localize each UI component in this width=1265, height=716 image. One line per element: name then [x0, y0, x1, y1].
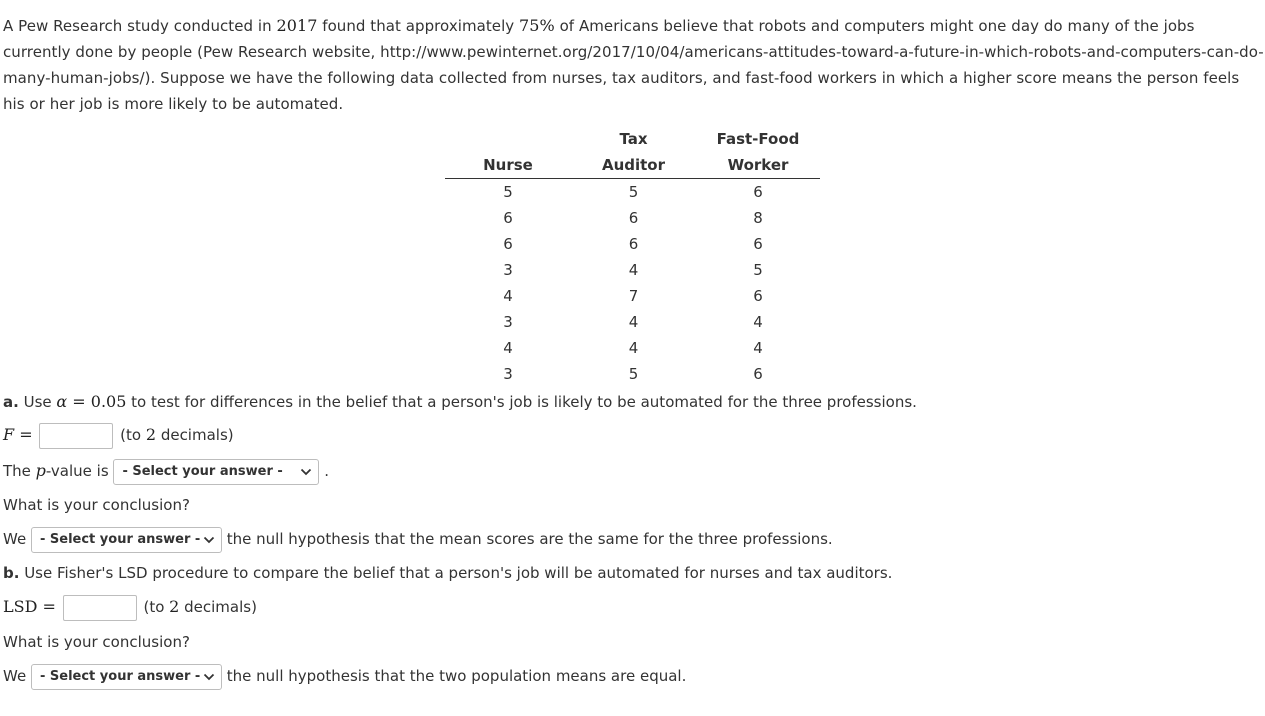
header-auditor: Auditor [571, 152, 696, 179]
table-row [445, 283, 820, 309]
f-label: F [3, 425, 15, 444]
conclusion-select-a[interactable] [31, 527, 222, 553]
table-row [445, 205, 820, 231]
table-row [445, 231, 820, 257]
intro-text-1: A Pew Research study conducted in [3, 17, 277, 35]
p-value-post: -value is [45, 462, 109, 480]
p-value-select-label: - Select your answer - [122, 463, 283, 479]
table-cell: 6 [753, 365, 763, 383]
table-cell: 6 [753, 183, 763, 201]
header-nurse: Nurse [445, 152, 571, 179]
part-a-text-1: Use [18, 393, 57, 411]
chevron-down-icon [203, 528, 215, 552]
part-a-text-2: to test for differences in the belief that a person's job is likely to be automated for the three professions. [126, 393, 917, 411]
part-a-question [3, 389, 917, 415]
table-body [445, 179, 820, 388]
table-cell: 6 [753, 235, 763, 253]
table-cell: 4 [753, 339, 763, 357]
intro-percent: 75% [519, 16, 555, 35]
table-row [445, 335, 820, 361]
table-cell: 3 [503, 365, 513, 383]
f-equals: = [14, 425, 33, 444]
conclusion-row-b [3, 663, 686, 690]
table-row [445, 309, 820, 335]
part-a-letter: a. [3, 393, 19, 411]
conclusion-text-b: the null hypothesis that the two population means are equal. [226, 667, 687, 685]
header-top-fastfood: Fast-Food [716, 130, 800, 148]
intro-year: 2017 [276, 16, 318, 35]
alpha-equals: = [67, 392, 91, 411]
table-cell: 4 [503, 287, 513, 305]
lsd-hint-post: decimals) [179, 598, 257, 616]
conclusion-select-b[interactable] [31, 664, 222, 690]
table-cell: 4 [628, 261, 639, 279]
f-hint-pre: (to [120, 426, 146, 444]
conclusion-text-a: the null hypothesis that the mean scores are the same for the three professions. [226, 530, 833, 548]
alpha-symbol: α [56, 392, 68, 411]
table-cell: 8 [753, 209, 763, 227]
table-row [445, 179, 820, 206]
chevron-down-icon [300, 460, 312, 484]
table-row [445, 257, 820, 283]
conclusion-question-a: What is your conclusion? [3, 496, 190, 514]
p-value-select[interactable] [113, 459, 319, 485]
table-cell: 6 [753, 287, 763, 305]
f-stat-row [3, 422, 234, 449]
part-b-text: Use Fisher's LSD procedure to compare the belief that a person's job will be automated for nurses and tax auditors. [19, 564, 893, 582]
data-table [445, 126, 820, 387]
table-cell: 7 [628, 287, 639, 305]
we-label-a: We [3, 530, 27, 548]
conclusion-row-a [3, 526, 833, 553]
table-cell: 6 [628, 209, 639, 227]
table-cell: 6 [628, 235, 639, 253]
p-value-pre: The [3, 462, 36, 480]
table-row [445, 361, 820, 387]
table-cell: 5 [628, 183, 639, 201]
table-cell: 4 [753, 313, 763, 331]
we-label-b: We [3, 667, 27, 685]
alpha-value: 0.05 [90, 392, 127, 411]
f-hint-post: decimals) [156, 426, 234, 444]
p-value-row [3, 458, 329, 485]
table-cell: 4 [628, 313, 639, 331]
intro-text-3: of Americans believe that robots and computers might one day do many of the jobs currently done by people (Pew Research website, http://www.pewinternet.org/2017/10/04/americans-attitudes-toward-a-future-in-which-robots-and-computers-can-do-many-human-jobs/). Suppose we have the following data collected from nurses, tax auditors, and fast-food workers in which a higher score means the person feels his or her job is more likely to be automated. [3, 17, 1264, 113]
part-b-question [3, 560, 892, 586]
f-stat-input[interactable] [39, 423, 113, 449]
conclusion-select-b-label: - Select your answer - [39, 668, 201, 684]
chevron-down-icon [203, 665, 215, 689]
lsd-hint-num: 2 [169, 597, 180, 616]
table-cell: 5 [628, 365, 639, 383]
part-b-letter: b. [3, 564, 20, 582]
p-symbol: p [35, 461, 46, 480]
p-value-period: . [324, 462, 329, 480]
table-cell: 6 [503, 209, 513, 227]
table-cell: 4 [628, 339, 639, 357]
header-top-nurse [445, 126, 571, 152]
table-cell: 4 [503, 339, 513, 357]
table-cell: 5 [753, 261, 763, 279]
lsd-hint-pre: (to [143, 598, 170, 616]
problem-intro [3, 13, 1265, 117]
lsd-label: LSD [3, 597, 38, 616]
table-cell: 6 [503, 235, 513, 253]
conclusion-select-a-label: - Select your answer - [39, 531, 201, 547]
conclusion-question-b: What is your conclusion? [3, 633, 190, 651]
lsd-equals: = [37, 597, 56, 616]
table-cell: 5 [503, 183, 513, 201]
lsd-row [3, 594, 257, 621]
f-hint-num: 2 [145, 425, 157, 444]
header-top-tax: Tax [619, 130, 648, 148]
lsd-input[interactable] [63, 595, 137, 621]
intro-text-2: found that approximately [317, 17, 520, 35]
table-cell: 3 [503, 261, 513, 279]
header-worker: Worker [696, 152, 820, 179]
table-cell: 3 [503, 313, 513, 331]
